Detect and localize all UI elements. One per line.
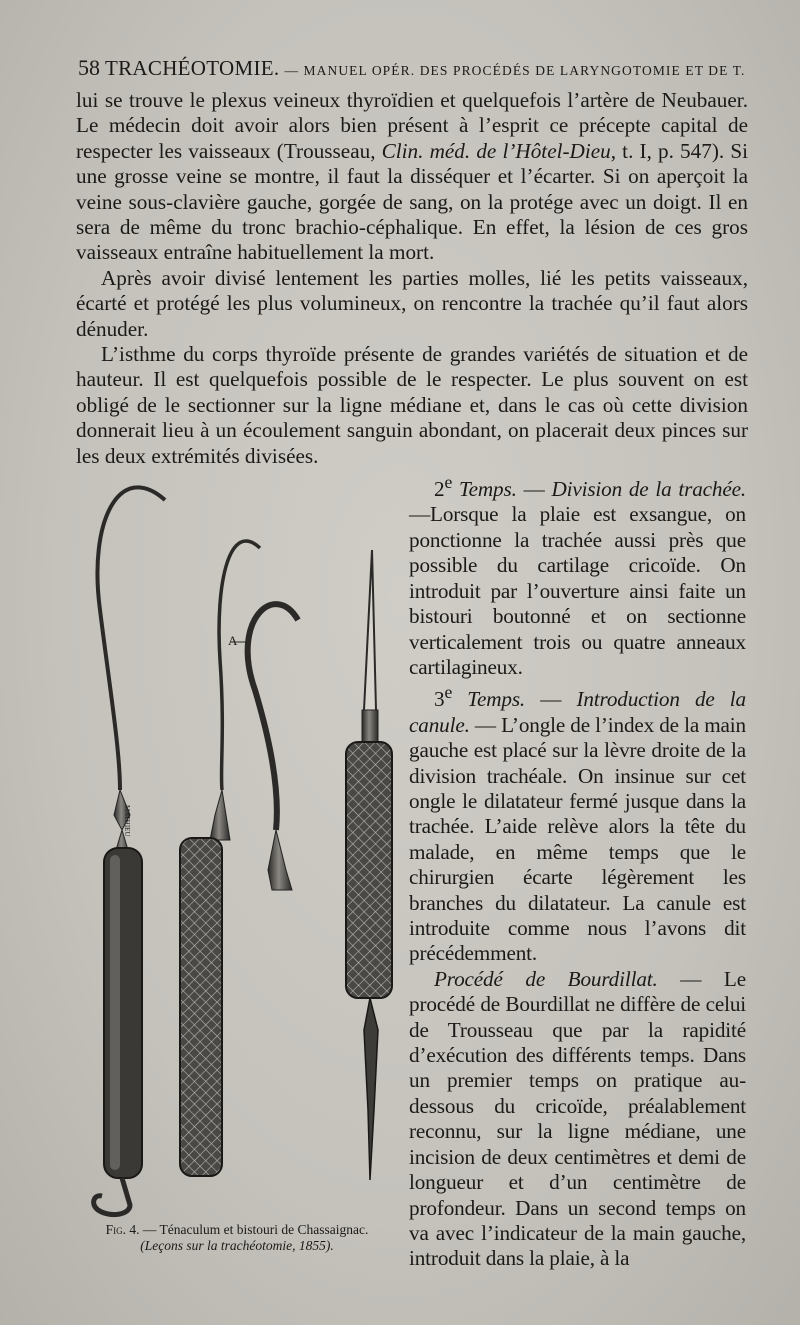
paragraph-temps-2 [409,470,746,680]
curved-hook-a [230,604,298,890]
step-title: Division de la trachée. [551,477,746,502]
paragraph-procede [409,967,746,1272]
caption-title: — Ténaculum et bistouri de Chassaignac. [139,1222,369,1237]
paragraph: Après avoir divisé lentement les parties molles, lié les petits vaisseaux, écarté et protégé les plus volumineux, on rencontre la trachée qu’il faut alors dénuder. [76,265,748,341]
step-number: 2 [434,477,445,502]
paragraph-text: , t. I, p. 547). Si une grosse veine se montre, il faut la disséquer et l’écarter. Si on aperçoit la veine sous-clavière gauche, gorgée de sang, on la protége avec un doigt. Il en sera de même du tronc brachio-céphalique. En effet, la lésion de ces gros vaisseaux entraîne habituellement la mort. [76,138,748,265]
figure-caption [72,1222,402,1254]
dash: — [525,687,577,712]
running-header [78,55,758,85]
dash: — [516,477,552,502]
maker-mark: MATHIEU [123,805,131,837]
bistouri [346,550,392,1180]
caption-source: (Leçons sur la trachéotomie, 1855). [140,1238,334,1253]
caption-title-line [72,1222,402,1238]
step-number: 3 [434,687,445,712]
step-label: Temps. [452,687,526,712]
procedure-text: — Le procédé de Bourdillat ne diffère de celui de Trousseau que par la rapidité d’exécution des différents temps. Dans un premier temps on pratique au-dessous du cricoïde, préalablement reconnu, sur la ligne médiane, une incision de deux centimètres et demi de longueur et d’un centimètre de profondeur. Dans un second temps on va avec l’indicateur de la main gauche, introduit dans la plaie, à la [409,966,746,1271]
paragraph-temps-3 [409,680,746,967]
body-text-full-width [76,88,748,469]
caption-figure-number: Fig. 4. [105,1222,140,1237]
section-title: TRACHÉOTOMIE. [105,56,280,80]
paragraph: L’isthme du corps thyroïde présente de grandes variétés de situation et de hauteur. Il est quelquefois possible de le respecter. Le plus souvent on est obligé de le sectionner sur la ligne médiane et, dans le cas où cette division donnerait lieu à un écoulement sanguin abondant, on placerait deux pinces sur les deux extrémités divisées. [76,342,748,468]
paragraph-text: lui se trouve le plexus veineux thyroïdien et quelquefois l’artère de Neubauer. Le médecin doit avoir alors bien présent à l’esprit ce précepte capital de respecter les vaisseaux (Trousseau, [76,88,748,163]
body-text-column [409,470,746,1272]
paragraph [76,88,748,266]
citation-title: Clin. méd. de l’Hôtel-Dieu [381,138,611,163]
running-title: — MANUEL OPÉR. DES PROCÉDÉS DE LARYNGOTOMIE ET DE T. [284,63,746,78]
procedure-title: Procédé de Bourdillat. [434,966,658,991]
step-label: Temps. [452,477,517,502]
page-number: 58 [78,55,100,80]
step-ordinal: e [444,682,453,703]
step-title: Introduction de la canule. [409,687,746,737]
figure-label-a: A [228,633,238,648]
step-text: —Lorsque la plaie est exsangue, on ponctionne la trachée aussi près que possible du cartilage cricoïde. On introduit par l’ouverture ainsi faite un bistouri boutonné et on sectionne verticalement trois ou quatre anneaux cartilagineux. [409,502,746,679]
step-ordinal: e [444,472,453,492]
tenaculum-long [94,487,165,1214]
step-text: — L’ongle de l’index de la main gauche est placé sur la lèvre droite de la division trachéale. On insinue sur cet ongle le dilatateur fermé jusque dans la trachée. L’aide relève alors la tête du malade, en même temps que le chirurgien écarte légèrement les branches du dilatateur. La canule est introduite comme nous l’avons dit précédemment. [409,712,746,966]
surgical-instruments-engraving [70,470,400,1220]
